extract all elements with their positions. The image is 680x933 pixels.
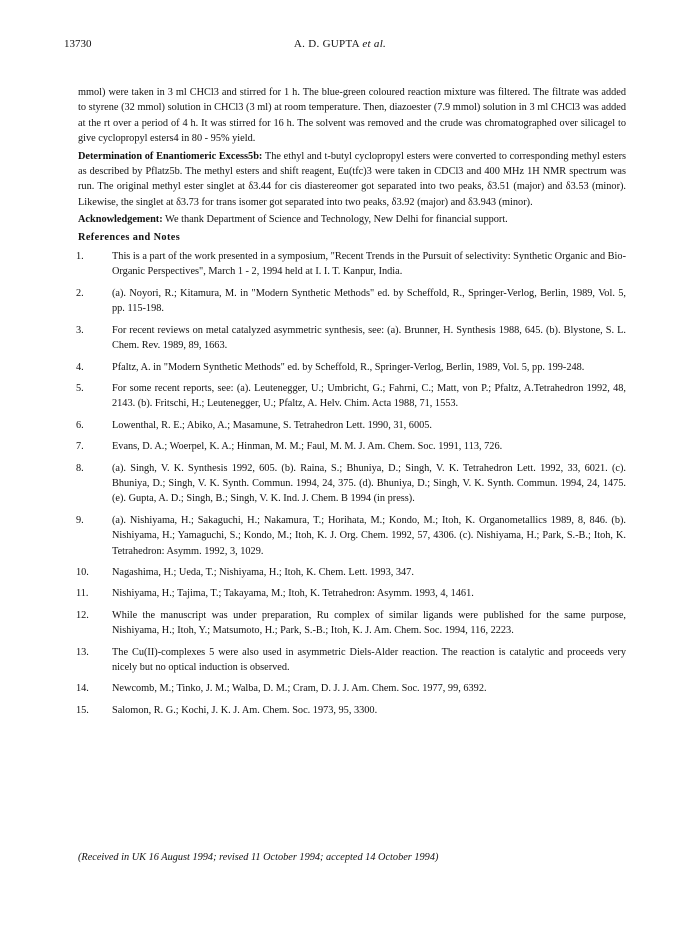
reference-number: 13. [76, 646, 89, 658]
reference-number: 5. [76, 382, 84, 394]
reference-item [78, 645, 626, 676]
reference-number: 10. [76, 566, 89, 578]
reference-item [78, 586, 626, 601]
reference-item [78, 608, 626, 639]
reference-item [78, 703, 626, 718]
reference-item [78, 565, 626, 580]
page-number: 13730 [64, 38, 92, 50]
reference-item [78, 461, 626, 507]
reference-number: 7. [76, 441, 84, 453]
reference-item [78, 323, 626, 354]
reference-text: (a). Nishiyama, H.; Sakaguchi, H.; Nakamura, T.; Horihata, M.; Kondo, M.; Itoh, K. Organometallics 1989, 8, 846. (b). Nishiyama, H.; Yamaguchi, S.; Kondo, M.; Itoh, K. J. Org. Chem. 1992, 57, 4306. (c). Nishiyama, H.; Park, S.-B.; Itoh, K. Tetrahedron: Asymm. 1992, 3, 1029. [112, 514, 626, 557]
references-list [78, 249, 626, 718]
acknowledgement-text: We thank Department of Science and Technology, New Delhi for financial support. [162, 214, 508, 226]
reference-item [78, 286, 626, 317]
reference-number: 6. [76, 419, 84, 431]
reference-text: (a). Noyori, R.; Kitamura, M. in "Modern Synthetic Methods" ed. by Scheffold, R., Springer-Verlog, Berlin, 1989, Vol. 5, pp. 115-198. [112, 287, 626, 315]
article-body [78, 85, 626, 724]
authors-suffix: et al. [362, 38, 387, 50]
reference-item [78, 381, 626, 412]
reference-number: 14. [76, 683, 89, 695]
reference-text: Nishiyama, H.; Tajima, T.; Takayama, M.; Itoh, K. Tetrahedron: Asymm. 1993, 4, 1461. [112, 588, 474, 600]
references-heading: References and Notes [78, 231, 181, 243]
reference-number: 11. [76, 588, 89, 600]
running-header-authors [0, 38, 680, 50]
reference-item [78, 513, 626, 559]
reference-item [78, 439, 626, 454]
reference-text: (a). Singh, V. K. Synthesis 1992, 605. (b). Raina, S.; Bhuniya, D.; Singh, V. K. Tetrahedron Lett. 1992, 33, 6021. (c). Bhuniya, D.; Singh, V. K. Synth. Commun. 1994, 24, 375. (d). Bhuniya, D.; Singh, V. K. Synth. Commun. 1994, 24, 1475. (e). Gupta, A. D.; Singh, B.; Singh, V. K. Ind. J. Chem. B 1994 (in press). [112, 462, 626, 505]
ee-heading: Determination of Enantiomeric Excess5b: [78, 150, 263, 162]
reference-text: The Cu(II)-complexes 5 were also used in asymmetric Diels-Alder reaction. The reaction is catalytic and proceeds very nicely but no optical induction is observed. [112, 646, 626, 673]
reference-item [78, 360, 626, 375]
reference-text: Salomon, R. G.; Kochi, J. K. J. Am. Chem. Soc. 1973, 95, 3300. [112, 704, 378, 716]
reference-text: Nagashima, H.; Ueda, T.; Nishiyama, H.; Itoh, K. Chem. Lett. 1993, 347. [112, 566, 414, 578]
authors: A. D. GUPTA [293, 38, 360, 50]
reference-text: For some recent reports, see: (a). Leutenegger, U.; Umbricht, G.; Fahrni, C.; Matt, von P.; Pfaltz, A.Tetrahedron 1992, 48, 2143. (b). Fritschi, H.; Leutenegger, U.; Pfaltz, A. Helv. Chim. Acta 1988, 71, 1553. [112, 382, 626, 410]
reference-number: 3. [76, 324, 84, 336]
reference-text: Evans, D. A.; Woerpel, K. A.; Hinman, M. M.; Faul, M. M. J. Am. Chem. Soc. 1991, 113, 726. [112, 441, 503, 453]
reference-number: 4. [76, 361, 84, 373]
reference-text: This is a part of the work presented in a symposium, "Recent Trends in the Pursuit of selectivity: Synthetic Organic and Bio-Organic Perspectives", March 1 - 2, 1994 held at I. I. T. Kanpur, India. [112, 251, 626, 278]
received-dates: (Received in UK 16 August 1994; revised 11 October 1994; accepted 14 October 1994) [78, 852, 439, 863]
reference-item [78, 681, 626, 696]
reference-number: 8. [76, 462, 84, 474]
experimental-paragraph: mmol) were taken in 3 ml CHCl3 and stirred for 1 h. The blue-green coloured reaction mixture was filtered. The filtrate was added to styrene (32 mmol) solution in CHCl3 (3 ml) at room temperature. Then, diazoester (7.9 mmol) solution in 3 ml CHCl3 was added at the rt over a period of 4 h. It was stirred for 16 h. The solvent was removed and the crude was chromatographed over silicagel to give cyclopropyl esters4 in 80 - 95% yield. [78, 87, 626, 145]
reference-number: 12. [76, 609, 89, 621]
acknowledgement-paragraph [78, 212, 626, 227]
reference-item [78, 418, 626, 433]
reference-text: Newcomb, M.; Tinko, J. M.; Walba, D. M.; Cram, D. J. J. Am. Chem. Soc. 1977, 99, 6392. [112, 683, 487, 695]
ee-paragraph [78, 149, 626, 211]
running-header [0, 38, 680, 58]
reference-text: Lowenthal, R. E.; Abiko, A.; Masamune, S. Tetrahedron Lett. 1990, 31, 6005. [112, 419, 432, 431]
reference-text: For recent reviews on metal catalyzed asymmetric synthesis, see: (a). Brunner, H. Synthesis 1988, 645. (b). Blystone, S. L. Chem. Rev. 1989, 89, 1663. [112, 324, 626, 352]
reference-text: Pfaltz, A. in "Modern Synthetic Methods" ed. by Scheffold, R., Springer-Verlog, Berlin, 1989, Vol. 5, pp. 199-248. [112, 361, 585, 373]
reference-number: 1. [76, 251, 84, 263]
acknowledgement-heading: Acknowledgement: [78, 214, 163, 226]
ee-text: The ethyl and t-butyl cyclopropyl esters were converted to corresponding methyl esters as described by Pflatz5b. The methyl esters and shift reagent, Eu(tfc)3 were taken in CDCl3 and 400 MHz 1H NMR spectrum was run. The original methyl ester singlet at δ3.44 for cis diastereomer got separated into two peaks, δ3.51 (major) and δ3.53 (minor). Likewise, the singlet at δ3.73 for trans isomer got separated into two peaks, δ3.92 (major) and δ3.943 (minor). [78, 150, 627, 208]
reference-text: While the manuscript was under preparation, Ru complex of similar ligands were published for the same purpose, Nishiyama, H.; Itoh, Y.; Matsumoto, H.; Park, S.-B.; Itoh, K. J. Am. Chem. Soc. 1994, 116, 2223. [112, 609, 626, 637]
reference-number: 15. [76, 704, 89, 716]
reference-number: 9. [76, 514, 84, 526]
reference-item [78, 249, 626, 280]
reference-number: 2. [76, 287, 84, 299]
